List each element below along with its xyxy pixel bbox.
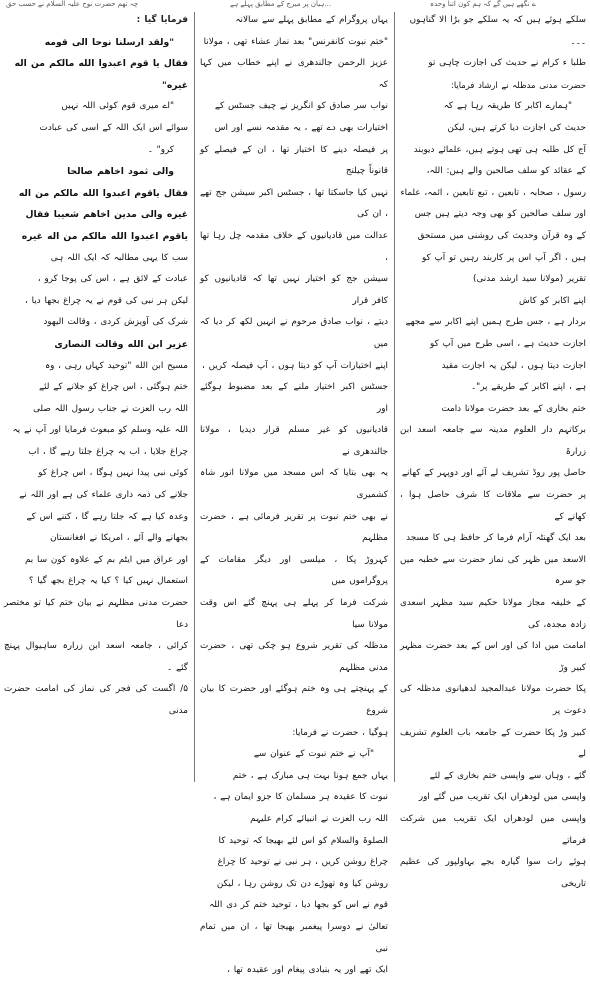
paragraph: کرو" ۔: [147, 144, 174, 155]
paragraph: فرمایا گیا :: [136, 15, 188, 25]
paragraph: اختیارات بھی دے تھے ، یہ مقدمہ نسے اور اس: [214, 122, 388, 133]
paragraph: استعمال نہیں کیا ؟ کیا یہ چراغ بجھ گیا ؟: [28, 576, 188, 587]
paragraph: اپنے اختیارات آپ کو دیتا ہوں ، آپ فیصلہ کریں ،: [202, 360, 388, 371]
paragraph: تعالیٰ نے دوسرا پیغمبر بھیجا تھا ، ان میں تمام نبی: [200, 921, 388, 954]
header-middle-text: ...ہیان پر میرج کے مطابق پہلے ہے: [230, 0, 332, 8]
paragraph: طلبا ء کرام نے حدیث کی اجازت چاہی تو: [428, 58, 586, 69]
paragraph: حضرت مدنی مدظلہ نے ارشاد فرمایا:: [451, 79, 586, 90]
paragraph: عدالت میں قادیانیوں کے خلاف مقدمہ چل رہا تھا ،: [200, 230, 388, 263]
paragraph: نواب سر صادق کو انگریز نے چیف جسٹس کے: [214, 101, 388, 112]
paragraph: کے عقائد کو سلف صالحین والے ہیں: اللہ،: [426, 166, 586, 177]
paragraph: "ختم نبوت کانفرنس" بعد نماز عشاء تھی ، مولانا: [203, 36, 388, 47]
paragraph: یہ بھی بتایا کہ اس مسجد میں مولانا انور شاہ کشمیری: [200, 468, 388, 501]
paragraph: آج کل طلبہ ہی تھی ہوتے ہیں، علمائے دیوبند: [413, 144, 586, 155]
paragraph: پکا حضرت مولانا عبدالمجید لدھیانوی مدظلہ کی دعوت پر: [400, 684, 586, 716]
paragraph: ختم بخاری کے بعد حضرت مولانا دامت: [441, 403, 586, 414]
paragraph: اجازت حدیث ہے ، اسی طرح میں آپ کو: [430, 338, 586, 349]
paragraph: برکاتہم دار العلوم مدینہ سے جامعہ اسعد ابن زرارۃ: [400, 425, 586, 457]
paragraph: امامت میں ادا کی اور اس کے بعد حضرت مظہر کبیر وڑ: [400, 641, 586, 673]
paragraph: سلکے ہوئے ہیں کہ یہ سلکے جو بڑا الا گناہوں: [409, 15, 586, 25]
paragraph: ہوئے رات سوا گیارہ بجے بہاولپور کی عظیم تاریخی: [400, 857, 586, 889]
paragraph: پر فیصلہ دینے کا اختیار تھا ، ان کے فیصلے کو قانوناً چیلنج: [200, 144, 388, 177]
arabic-verse: فقال یاقوم اعبدوا الله مالکم من اله: [18, 187, 188, 199]
quote-line: "ہمارے اکابر کا طریقہ رہا ہے کہ: [443, 101, 572, 112]
paragraph: الصلوۃ والسلام کو اس لئے بھیجا کہ توحید کا: [218, 835, 388, 846]
arabic-verse: غیره والی مدین اخاھم شعیبا فقال: [25, 209, 188, 221]
paragraph: عزیز الرحمن جالندھری نے اپنے خطاب میں کہا کہ: [200, 58, 388, 90]
paragraph: واپسی میں لودھراں ایک تقریب میں شرکت فرماتے: [400, 813, 586, 846]
paragraph: سوائے اس ایک اللہ کے اسی کی عبادت: [39, 122, 188, 133]
paragraph: کے وہ قرآن وحدیث کی روشنی میں مستحق: [417, 230, 586, 241]
paragraph: اپنے اکابر کو کاش: [518, 295, 586, 306]
paragraph: یہاں پروگرام کے مطابق پہلے سے سالانہ: [235, 15, 388, 25]
paragraph: پر حضرت سے ملاقات کا شرف حاصل ہوا ، کھانے کے: [400, 490, 586, 522]
paragraph: حاصل پور روڈ تشریف لے آئے اور دوپہر کے کھانے: [401, 468, 586, 479]
paragraph: سب کا یہی مطالبہ کہ ایک اللہ ہی: [50, 252, 188, 263]
paragraph: ۵/ اگست کی فجر کی نماز کی امامت حضرت مدنی: [4, 684, 188, 716]
paragraph: تقرير (مولانا سید ارشد مدنی): [473, 274, 586, 285]
paragraph: دیتے ، نواب صادق مرحوم نے انہیں لکھ کر دیا کہ میں: [200, 317, 388, 349]
arabic-verse: یاقوم اعبدوا الله مالکم من اله غیره: [21, 230, 188, 242]
paragraph: لیکن ہر نبی کی قوم نے یہ چراغ بجھا دیا ،: [25, 295, 188, 306]
paragraph: ۔۔۔: [570, 36, 586, 47]
paragraph: حضرت مدنی مظلہم نے بیان ختم کیا تو مختصر دعا: [4, 598, 188, 630]
paragraph: ہے ، اپنے اکابر کے طریقے پر"۔: [471, 382, 586, 393]
paragraph: واپسی میں لودھراں ایک تقریب میں گئے اور: [418, 792, 586, 803]
paragraph: عبادت کے لائق ہے ، اس کی پوجا کرو ،: [37, 274, 188, 285]
column-divider: [194, 12, 195, 782]
paragraph: کہروڑ پکا ، میلسی اور دیگر مقامات کے پروگراموں میں: [200, 554, 388, 587]
paragraph: الاسعد میں ظہر کی نماز حضرت سے خطبہ میں جو سرہ: [400, 554, 586, 587]
paragraph: نبوت کا عقیدہ ہر مسلمان کا جزو ایمان ہے ،: [213, 792, 388, 803]
header-right-text: ے نگھے ہیں گے کہ ہم کون اتنا وحدہ: [430, 0, 536, 8]
paragraph: اور عراق میں ایٹم بم کے علاوہ کون سا بم: [24, 554, 188, 565]
paragraph: ختم ہوگئی ، اس چراغ کو جلانے کے لئے: [38, 382, 188, 393]
paragraph: مسیح ابن الله "توحید کہاں رہی ، وہ: [44, 360, 188, 371]
paragraph: وعدہ کیا ہے کہ جلتا رہے گا ، کتنے اس کے: [26, 511, 188, 522]
paragraph: یہاں جمع ہونا بہت ہی مبارک ہے ، ختم: [232, 770, 388, 781]
paragraph: روشن کیا وہ تھوڑے دن تک روشن رہا ، لیکن: [216, 878, 388, 889]
paragraph: جسٹس اکبر اختیار ملنے کے بعد مضبوط ہوگئے اور: [200, 382, 388, 414]
paragraph: بعد ایک گھنٹہ آرام فرما کر حافظ ہی کا مسجد: [406, 533, 586, 544]
column-divider: [394, 12, 395, 782]
paragraph: گئے ، وہاں سے واپسی ختم بخاری کے لئے: [429, 770, 586, 781]
quote-line: "آپ نے ختم نبوت کے عنوان سے: [253, 749, 374, 760]
paragraph: ایک تھے اور یہ بنیادی پیغام اور عقیدہ تھا ،: [227, 965, 388, 976]
paragraph: اللہ رب العزت نے جناب رسول اللہ صلی: [33, 403, 188, 414]
paragraph: نہیں کیا جاسکتا تھا ، جسٹس اکبر سیشن جج تھے ، ان کی: [200, 187, 388, 220]
paragraph: اجازت دیتا ہوں ، لیکن یہ اجازت مقید: [441, 360, 586, 371]
paragraph: حدیث کی اجازت دیا کرتے ہیں، لیکن: [447, 122, 586, 133]
paragraph: قوم نے اس کو بجھا دیا ، توحید ختم کر دی اللہ: [209, 900, 388, 911]
paragraph: شرکت فرما کر پہلے ہی پہنچ گئے اس وقت مولانا سیا: [200, 598, 388, 630]
paragraph: ہیں ، اگر آپ اس پر کاربند رہیں تو آپ کو: [421, 252, 586, 263]
paragraph: اللہ رب العزت نے انبیائے کرام علیہم: [250, 813, 388, 824]
paragraph: مدظلہ کی تقریر شروع ہو چکی تھی ، حضرت مدنی مظلہم: [200, 641, 388, 673]
paragraph: کے پہنچتے ہی وہ ختم ہوگئے اور حضرت کا بیان شروع: [200, 684, 388, 716]
paragraph: نے بھی ختم نبوت پر تقریر فرمائی ہے ، حضرت مظلہم: [200, 511, 388, 544]
paragraph: جلانے کی ذمہ داری علماء کی ہے اور اللہ نے: [19, 490, 188, 501]
quote-line: "اے میری قوم کوئی اللہ نہیں: [61, 101, 174, 112]
paragraph: اللہ علیہ وسلم کو مبعوث فرمایا اور آپ نے یہ: [12, 425, 188, 436]
article-column-right: [400, 10, 586, 889]
paragraph: چراغ جلایا ، اب یہ چراغ جلتا رہے گا ، اب: [28, 446, 188, 457]
page-header-strip: [0, 0, 590, 10]
paragraph: کے خلیفہ مجاز مولانا حکیم سید مظہر اسعدی زادہ مجدہ، کی: [400, 598, 586, 630]
arabic-verse: "ولقد ارسلنا نوحا الی قومه: [44, 36, 174, 48]
arabic-verse: فقال یا قوم اعبدوا الله مالکم من اله: [14, 58, 188, 70]
paragraph: بجھانے والے آئے ، امریکا نے افغانستان: [50, 533, 188, 544]
paragraph: رسول ، صحابہ ، تابعین ، تبع تابعین ، ائمہ، علماء: [400, 187, 586, 198]
arabic-verse: غیره": [162, 79, 188, 91]
arabic-verse: عزیر ابن الله وقالت النصاری: [54, 338, 188, 350]
paragraph: اور سلف صالحین کو بھی وجہ دیتے ہیں جس: [414, 209, 586, 220]
paragraph: کوئی نبی پیدا نہیں ہوگا ، اس چراغ کو: [38, 468, 188, 479]
paragraph: بردار ہے ، جس طرح ہمیں اپنے اکابر سے مجھے: [405, 317, 586, 328]
paragraph: کرائی ، جامعہ اسعد ابن زرارہ ساہیوال پہنچ گئے ۔: [4, 641, 188, 673]
article-column-left: [4, 10, 188, 786]
paragraph: قادیانیوں کو غیر مسلم قرار دیدیا ، مولانا جالندھری نے: [200, 425, 388, 457]
paragraph: چراغ روشن کریں ، ہر نبی نے توحید کا چراغ: [217, 857, 388, 868]
paragraph: سیشن جج کو اختیار نہیں تھا کہ قادیانیوں کو کافر قرار: [200, 274, 388, 306]
paragraph: شرک کی آویزش کردی ، وقالت الیهود: [43, 317, 188, 328]
arabic-verse: والی ثمود اخاھم صالحا: [67, 166, 174, 178]
article-column-middle: [200, 10, 388, 976]
header-left-text: چہ تھم حضرت نوح علیہ السلام نے حسب حق: [6, 0, 139, 8]
paragraph: ہوگیا ، حضرت نے فرمایا:: [292, 727, 388, 738]
paragraph: کبیر وڑ پکا حضرت کے جامعہ باب العلوم تشریف لے: [400, 727, 586, 760]
